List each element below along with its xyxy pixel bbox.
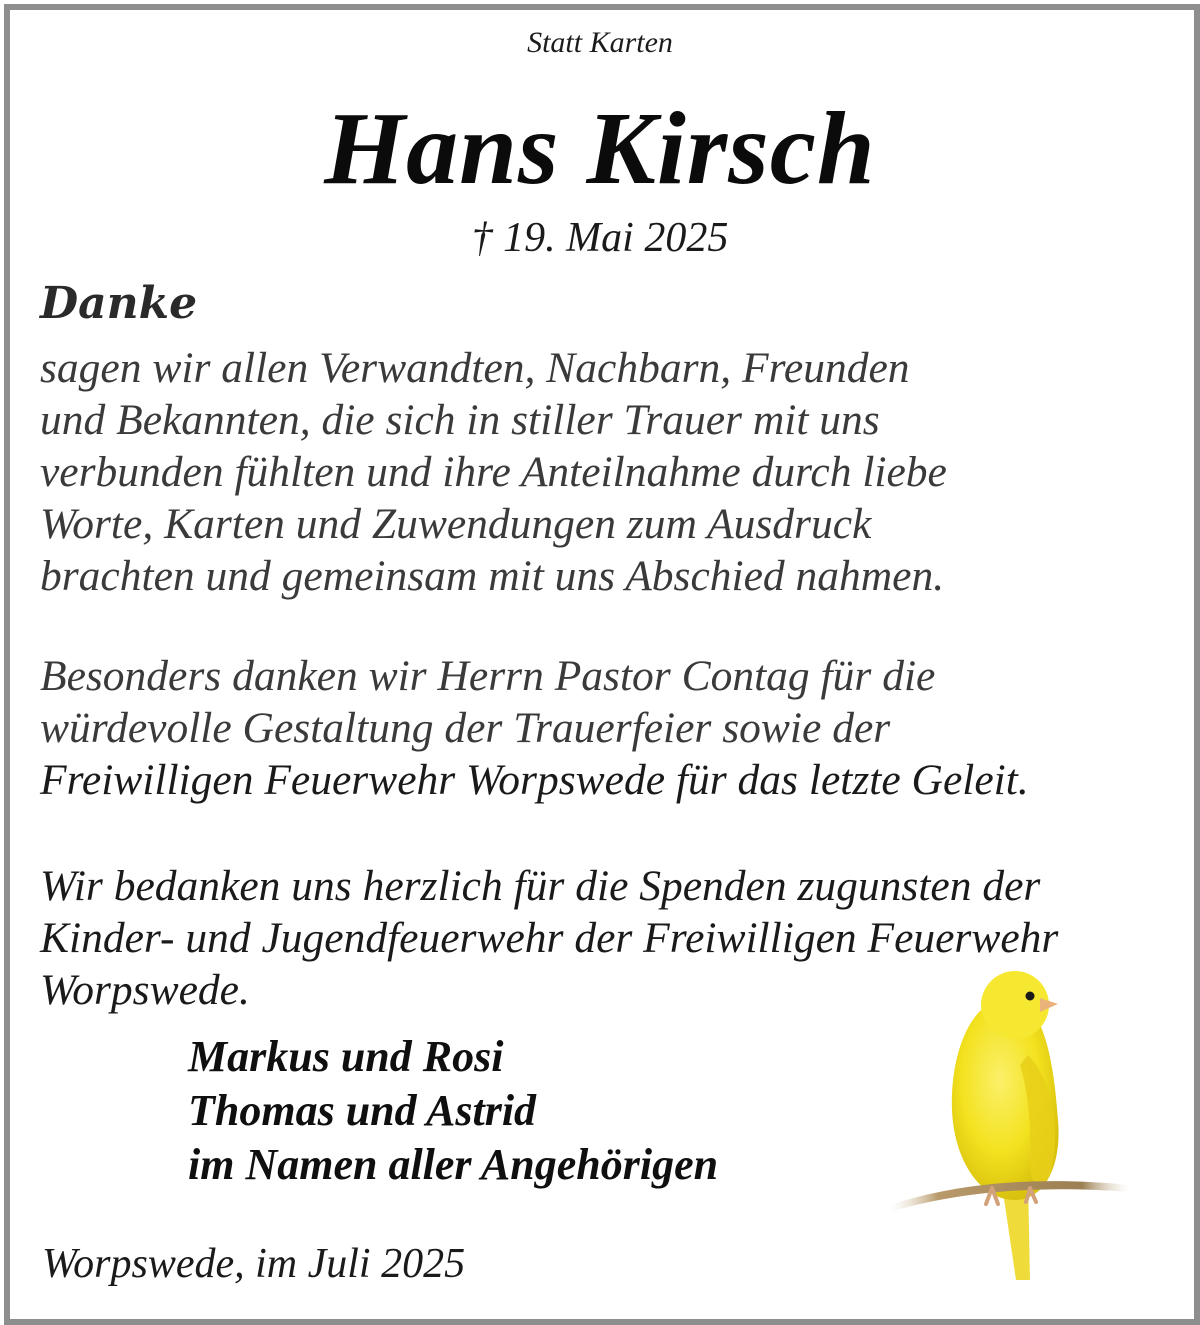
statt-karten-label: Statt Karten <box>527 26 673 59</box>
text-line: Freiwilligen Feuerwehr Worpswede für das letzte Geleit. <box>40 756 1029 804</box>
paragraph-thanks <box>40 342 947 602</box>
signature-line: Markus und Rosi <box>188 1032 504 1081</box>
text-line: Besonders danken wir Herrn Pastor Contag für die <box>40 652 936 700</box>
signature-line: Thomas und Astrid <box>188 1086 537 1135</box>
danke-heading: Danke <box>40 278 198 329</box>
canary-bird-icon <box>880 960 1140 1290</box>
deceased-name: Hans Kirsch <box>324 91 876 206</box>
text-line: und Bekannten, die sich in stiller Trauer mit uns <box>40 396 880 444</box>
text-line: Wir bedanken uns herzlich für die Spenden zugunsten der <box>40 862 1041 910</box>
text-line: verbunden fühlten und ihre Anteilnahme durch liebe <box>40 448 947 496</box>
death-date: † 19. Mai 2025 <box>471 215 729 261</box>
text-line: Kinder- und Jugendfeuerwehr der Freiwilligen Feuerwehr <box>40 914 1059 962</box>
text-line: Worpswede. <box>40 966 250 1014</box>
text-line: brachten und gemeinsam mit uns Abschied nahmen. <box>40 552 945 600</box>
place-and-date: Worpswede, im Juli 2025 <box>42 1241 466 1287</box>
signature-block <box>188 1030 718 1192</box>
text-line: Worte, Karten und Zuwendungen zum Ausdruck <box>40 500 872 548</box>
signature-line: im Namen aller Angehörigen <box>188 1140 719 1189</box>
text-line: sagen wir allen Verwandten, Nachbarn, Freunden <box>40 344 910 392</box>
paragraph-pastor <box>40 650 1029 806</box>
text-line: würdevolle Gestaltung der Trauerfeier sowie der <box>40 704 891 752</box>
